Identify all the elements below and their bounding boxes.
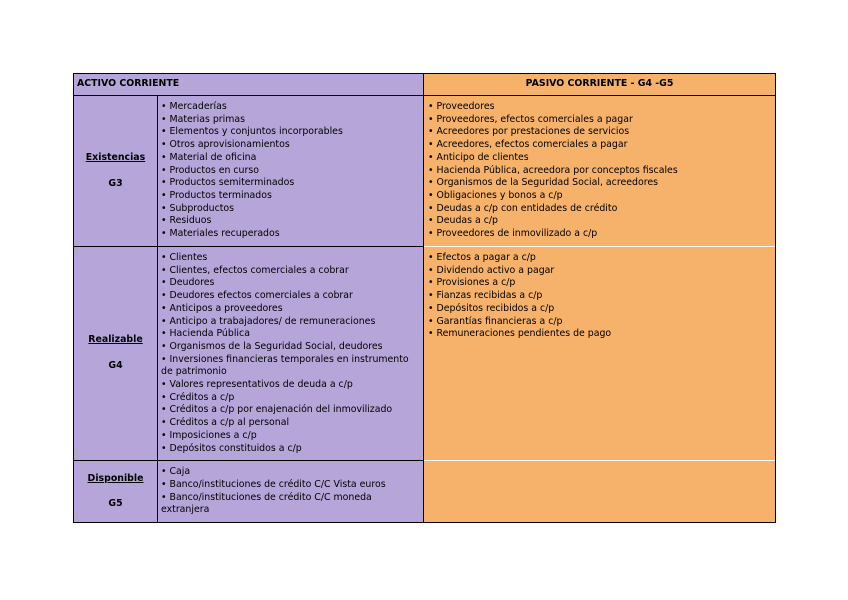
list-item: • Deudores: [161, 277, 215, 289]
list-item: • Organismos de la Seguridad Social, deudores: [161, 340, 383, 352]
list-item: • Productos semiterminados: [161, 177, 295, 189]
list-item: • Dividendo activo a pagar: [428, 264, 555, 276]
list-item: • Acreedores, efectos comerciales a pagar: [428, 139, 628, 151]
activo-items-disponible: [158, 461, 424, 523]
list-item: • Créditos a c/p por enajenación del inmovilizado: [161, 404, 393, 416]
list-item: • Subproductos: [161, 202, 235, 214]
group-code: G3: [108, 177, 123, 189]
list-item: • Deudas a c/p con entidades de crédito: [428, 202, 618, 214]
list-item: • Obligaciones y bonos a c/p: [428, 189, 563, 201]
list-item: • Inversiones financieras temporales en instrumento de patrimonio: [161, 353, 409, 378]
group-name: Realizable: [88, 334, 143, 346]
list-item: • Elementos y conjuntos incorporables: [161, 126, 343, 138]
list-item: • Depósitos constituidos a c/p: [161, 442, 302, 454]
group-row-disponible: [74, 461, 776, 523]
list-item: • Productos terminados: [161, 189, 272, 201]
list-item: • Clientes, efectos comerciales a cobrar: [161, 264, 349, 276]
group-label-existencias: [74, 96, 158, 247]
list-item: • Materias primas: [161, 113, 246, 125]
pasivo-items-g5: [424, 461, 776, 523]
list-item: • Organismos de la Seguridad Social, acreedores: [428, 177, 659, 189]
list-item: • Hacienda Pública: [161, 328, 250, 340]
group-code: G4: [108, 360, 123, 372]
list-item: • Anticipos a proveedores: [161, 302, 283, 314]
list-item: • Proveedores, efectos comerciales a pagar: [428, 113, 633, 125]
list-item: • Mercaderías: [161, 101, 227, 112]
group-label-realizable: [74, 247, 158, 461]
group-name: Disponible: [87, 472, 144, 484]
list-item: • Depósitos recibidos a c/p: [428, 302, 555, 314]
list-item: • Material de oficina: [161, 151, 257, 163]
list-item: • Remuneraciones pendientes de pago: [428, 328, 612, 340]
list-item: • Otros aprovisionamientos: [161, 139, 290, 151]
list-item: • Residuos: [161, 215, 212, 227]
list-item: • Hacienda Pública, acreedora por conceptos fiscales: [428, 164, 678, 176]
list-item: • Deudas a c/p: [428, 215, 499, 227]
header-row: [74, 74, 776, 96]
list-item: • Anticipo a trabajadores/ de remuneraciones: [161, 315, 376, 327]
list-item: • Materiales recuperados: [161, 228, 280, 240]
list-item: • Proveedores: [428, 101, 495, 112]
group-row-existencias: [74, 96, 776, 247]
group-name: Existencias: [85, 151, 146, 163]
list-item: • Créditos a c/p: [161, 391, 235, 403]
activo-items-realizable: [158, 247, 424, 461]
pasivo-items-g4: [424, 247, 776, 461]
group-code: G5: [108, 498, 123, 510]
list-item: • Imposiciones a c/p: [161, 429, 257, 441]
balance-table: [73, 73, 776, 523]
list-item: • Proveedores de inmovilizado a c/p: [428, 228, 598, 240]
list-item: • Garantías financieras a c/p: [428, 315, 563, 327]
list-item: • Provisiones a c/p: [428, 277, 516, 289]
list-item: • Caja: [161, 466, 191, 478]
list-item: • Créditos a c/p al personal: [161, 417, 290, 429]
pasivo-items-g3: [424, 96, 776, 247]
list-item: • Efectos a pagar a c/p: [428, 252, 536, 263]
pasivo-header: PASIVO CORRIENTE - G4 -G5: [424, 74, 776, 96]
group-label-disponible: [74, 461, 158, 523]
list-item: • Fianzas recibidas a c/p: [428, 290, 543, 302]
list-item: • Acreedores por prestaciones de servicios: [428, 126, 630, 138]
list-item: • Anticipo de clientes: [428, 151, 529, 163]
list-item: • Clientes: [161, 252, 208, 263]
activo-items-existencias: [158, 96, 424, 247]
list-item: • Valores representativos de deuda a c/p: [161, 379, 353, 391]
list-item: • Banco/instituciones de crédito C/C Vista euros: [161, 478, 386, 490]
activo-header: ACTIVO CORRIENTE: [74, 74, 424, 96]
list-item: • Deudores efectos comerciales a cobrar: [161, 290, 353, 302]
list-item: • Banco/instituciones de crédito C/C moneda extranjera: [161, 491, 372, 516]
group-row-realizable: [74, 247, 776, 461]
list-item: • Productos en curso: [161, 164, 259, 176]
